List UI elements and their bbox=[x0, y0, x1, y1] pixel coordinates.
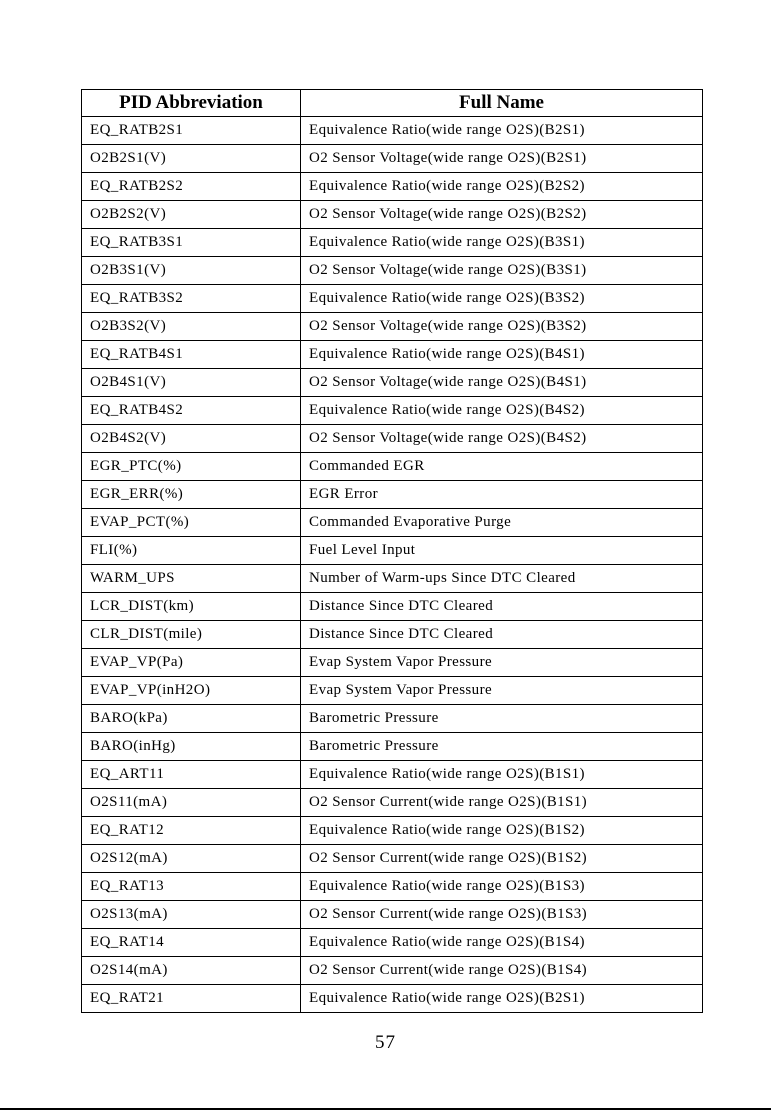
table-row bbox=[82, 341, 703, 369]
full-name-cell: O2 Sensor Voltage(wide range O2S)(B2S1) bbox=[301, 145, 703, 173]
full-name-cell: Equivalence Ratio(wide range O2S)(B1S2) bbox=[301, 817, 703, 845]
pid-abbreviation-cell: O2B4S2(V) bbox=[82, 425, 301, 453]
full-name-cell: Equivalence Ratio(wide range O2S)(B2S1) bbox=[301, 985, 703, 1013]
full-name-cell: Evap System Vapor Pressure bbox=[301, 677, 703, 705]
full-name-cell: Distance Since DTC Cleared bbox=[301, 621, 703, 649]
full-name-cell: O2 Sensor Current(wide range O2S)(B1S1) bbox=[301, 789, 703, 817]
full-name-cell: Commanded EGR bbox=[301, 453, 703, 481]
full-name-cell: Equivalence Ratio(wide range O2S)(B1S1) bbox=[301, 761, 703, 789]
full-name-cell: O2 Sensor Voltage(wide range O2S)(B3S1) bbox=[301, 257, 703, 285]
pid-abbreviation-cell: O2B4S1(V) bbox=[82, 369, 301, 397]
table-row bbox=[82, 201, 703, 229]
table-row bbox=[82, 985, 703, 1013]
full-name-cell: Equivalence Ratio(wide range O2S)(B1S4) bbox=[301, 929, 703, 957]
pid-abbreviation-cell: EQ_RATB3S1 bbox=[82, 229, 301, 257]
full-name-cell: EGR Error bbox=[301, 481, 703, 509]
table-row bbox=[82, 649, 703, 677]
table-row bbox=[82, 397, 703, 425]
pid-abbreviation-cell: O2B2S1(V) bbox=[82, 145, 301, 173]
pid-abbreviation-cell: EQ_RAT14 bbox=[82, 929, 301, 957]
table-row bbox=[82, 621, 703, 649]
table-row bbox=[82, 817, 703, 845]
pid-abbreviation-cell: O2B3S2(V) bbox=[82, 313, 301, 341]
pid-abbreviation-cell: O2S11(mA) bbox=[82, 789, 301, 817]
pid-abbreviation-cell: EQ_RAT13 bbox=[82, 873, 301, 901]
full-name-cell: Number of Warm-ups Since DTC Cleared bbox=[301, 565, 703, 593]
pid-abbreviation-cell: LCR_DIST(km) bbox=[82, 593, 301, 621]
full-name-cell: O2 Sensor Current(wide range O2S)(B1S4) bbox=[301, 957, 703, 985]
table-row bbox=[82, 481, 703, 509]
pid-abbreviation-cell: O2S14(mA) bbox=[82, 957, 301, 985]
pid-abbreviation-cell: EVAP_PCT(%) bbox=[82, 509, 301, 537]
pid-abbreviation-cell: EGR_PTC(%) bbox=[82, 453, 301, 481]
table-row bbox=[82, 733, 703, 761]
full-name-cell: O2 Sensor Voltage(wide range O2S)(B2S2) bbox=[301, 201, 703, 229]
table-row bbox=[82, 117, 703, 145]
table-row bbox=[82, 145, 703, 173]
pid-abbreviation-cell: EVAP_VP(Pa) bbox=[82, 649, 301, 677]
pid-abbreviation-cell: BARO(inHg) bbox=[82, 733, 301, 761]
table-row bbox=[82, 565, 703, 593]
bottom-rule bbox=[0, 1108, 771, 1110]
page-number: 57 bbox=[375, 1032, 396, 1053]
header-pid-abbreviation: PID Abbreviation bbox=[82, 90, 301, 117]
table-body bbox=[82, 117, 703, 1013]
full-name-cell: O2 Sensor Voltage(wide range O2S)(B4S1) bbox=[301, 369, 703, 397]
table-row bbox=[82, 257, 703, 285]
full-name-cell: Evap System Vapor Pressure bbox=[301, 649, 703, 677]
table-row bbox=[82, 369, 703, 397]
pid-abbreviation-cell: EQ_RATB4S2 bbox=[82, 397, 301, 425]
pid-abbreviation-cell: BARO(kPa) bbox=[82, 705, 301, 733]
table-header bbox=[82, 90, 703, 117]
table-row bbox=[82, 593, 703, 621]
pid-abbreviation-cell: EQ_RAT21 bbox=[82, 985, 301, 1013]
pid-abbreviation-cell: O2B2S2(V) bbox=[82, 201, 301, 229]
table-row bbox=[82, 845, 703, 873]
pid-abbreviation-cell: O2B3S1(V) bbox=[82, 257, 301, 285]
table-row bbox=[82, 929, 703, 957]
pid-abbreviation-cell: WARM_UPS bbox=[82, 565, 301, 593]
full-name-cell: Equivalence Ratio(wide range O2S)(B4S2) bbox=[301, 397, 703, 425]
table-row bbox=[82, 901, 703, 929]
full-name-cell: Equivalence Ratio(wide range O2S)(B1S3) bbox=[301, 873, 703, 901]
pid-abbreviation-cell: FLI(%) bbox=[82, 537, 301, 565]
full-name-cell: Barometric Pressure bbox=[301, 733, 703, 761]
full-name-cell: O2 Sensor Current(wide range O2S)(B1S3) bbox=[301, 901, 703, 929]
table-row bbox=[82, 537, 703, 565]
table-row bbox=[82, 873, 703, 901]
table-row bbox=[82, 789, 703, 817]
pid-abbreviation-cell: EQ_RATB4S1 bbox=[82, 341, 301, 369]
full-name-cell: Barometric Pressure bbox=[301, 705, 703, 733]
pid-abbreviation-cell: EQ_RATB2S1 bbox=[82, 117, 301, 145]
full-name-cell: Equivalence Ratio(wide range O2S)(B3S2) bbox=[301, 285, 703, 313]
table-row bbox=[82, 313, 703, 341]
pid-abbreviation-cell: O2S12(mA) bbox=[82, 845, 301, 873]
full-name-cell: O2 Sensor Voltage(wide range O2S)(B4S2) bbox=[301, 425, 703, 453]
pid-abbreviation-cell: EQ_RAT12 bbox=[82, 817, 301, 845]
full-name-cell: Equivalence Ratio(wide range O2S)(B3S1) bbox=[301, 229, 703, 257]
full-name-cell: Distance Since DTC Cleared bbox=[301, 593, 703, 621]
table-row bbox=[82, 677, 703, 705]
pid-abbreviation-cell: EGR_ERR(%) bbox=[82, 481, 301, 509]
full-name-cell: O2 Sensor Voltage(wide range O2S)(B3S2) bbox=[301, 313, 703, 341]
full-name-cell: Equivalence Ratio(wide range O2S)(B4S1) bbox=[301, 341, 703, 369]
full-name-cell: Equivalence Ratio(wide range O2S)(B2S2) bbox=[301, 173, 703, 201]
full-name-cell: Equivalence Ratio(wide range O2S)(B2S1) bbox=[301, 117, 703, 145]
pid-abbreviation-cell: EQ_RATB2S2 bbox=[82, 173, 301, 201]
table-row bbox=[82, 173, 703, 201]
header-full-name: Full Name bbox=[301, 90, 703, 117]
pid-abbreviation-cell: O2S13(mA) bbox=[82, 901, 301, 929]
full-name-cell: Commanded Evaporative Purge bbox=[301, 509, 703, 537]
table-row bbox=[82, 425, 703, 453]
table-row bbox=[82, 705, 703, 733]
pid-table bbox=[81, 89, 703, 1013]
table-row bbox=[82, 957, 703, 985]
table-row bbox=[82, 229, 703, 257]
table-row bbox=[82, 285, 703, 313]
full-name-cell: Fuel Level Input bbox=[301, 537, 703, 565]
table-row bbox=[82, 761, 703, 789]
pid-abbreviation-cell: CLR_DIST(mile) bbox=[82, 621, 301, 649]
pid-abbreviation-cell: EQ_ART11 bbox=[82, 761, 301, 789]
table-row bbox=[82, 453, 703, 481]
table-row bbox=[82, 509, 703, 537]
full-name-cell: O2 Sensor Current(wide range O2S)(B1S2) bbox=[301, 845, 703, 873]
header-row bbox=[82, 90, 703, 117]
pid-abbreviation-cell: EQ_RATB3S2 bbox=[82, 285, 301, 313]
pid-abbreviation-cell: EVAP_VP(inH2O) bbox=[82, 677, 301, 705]
